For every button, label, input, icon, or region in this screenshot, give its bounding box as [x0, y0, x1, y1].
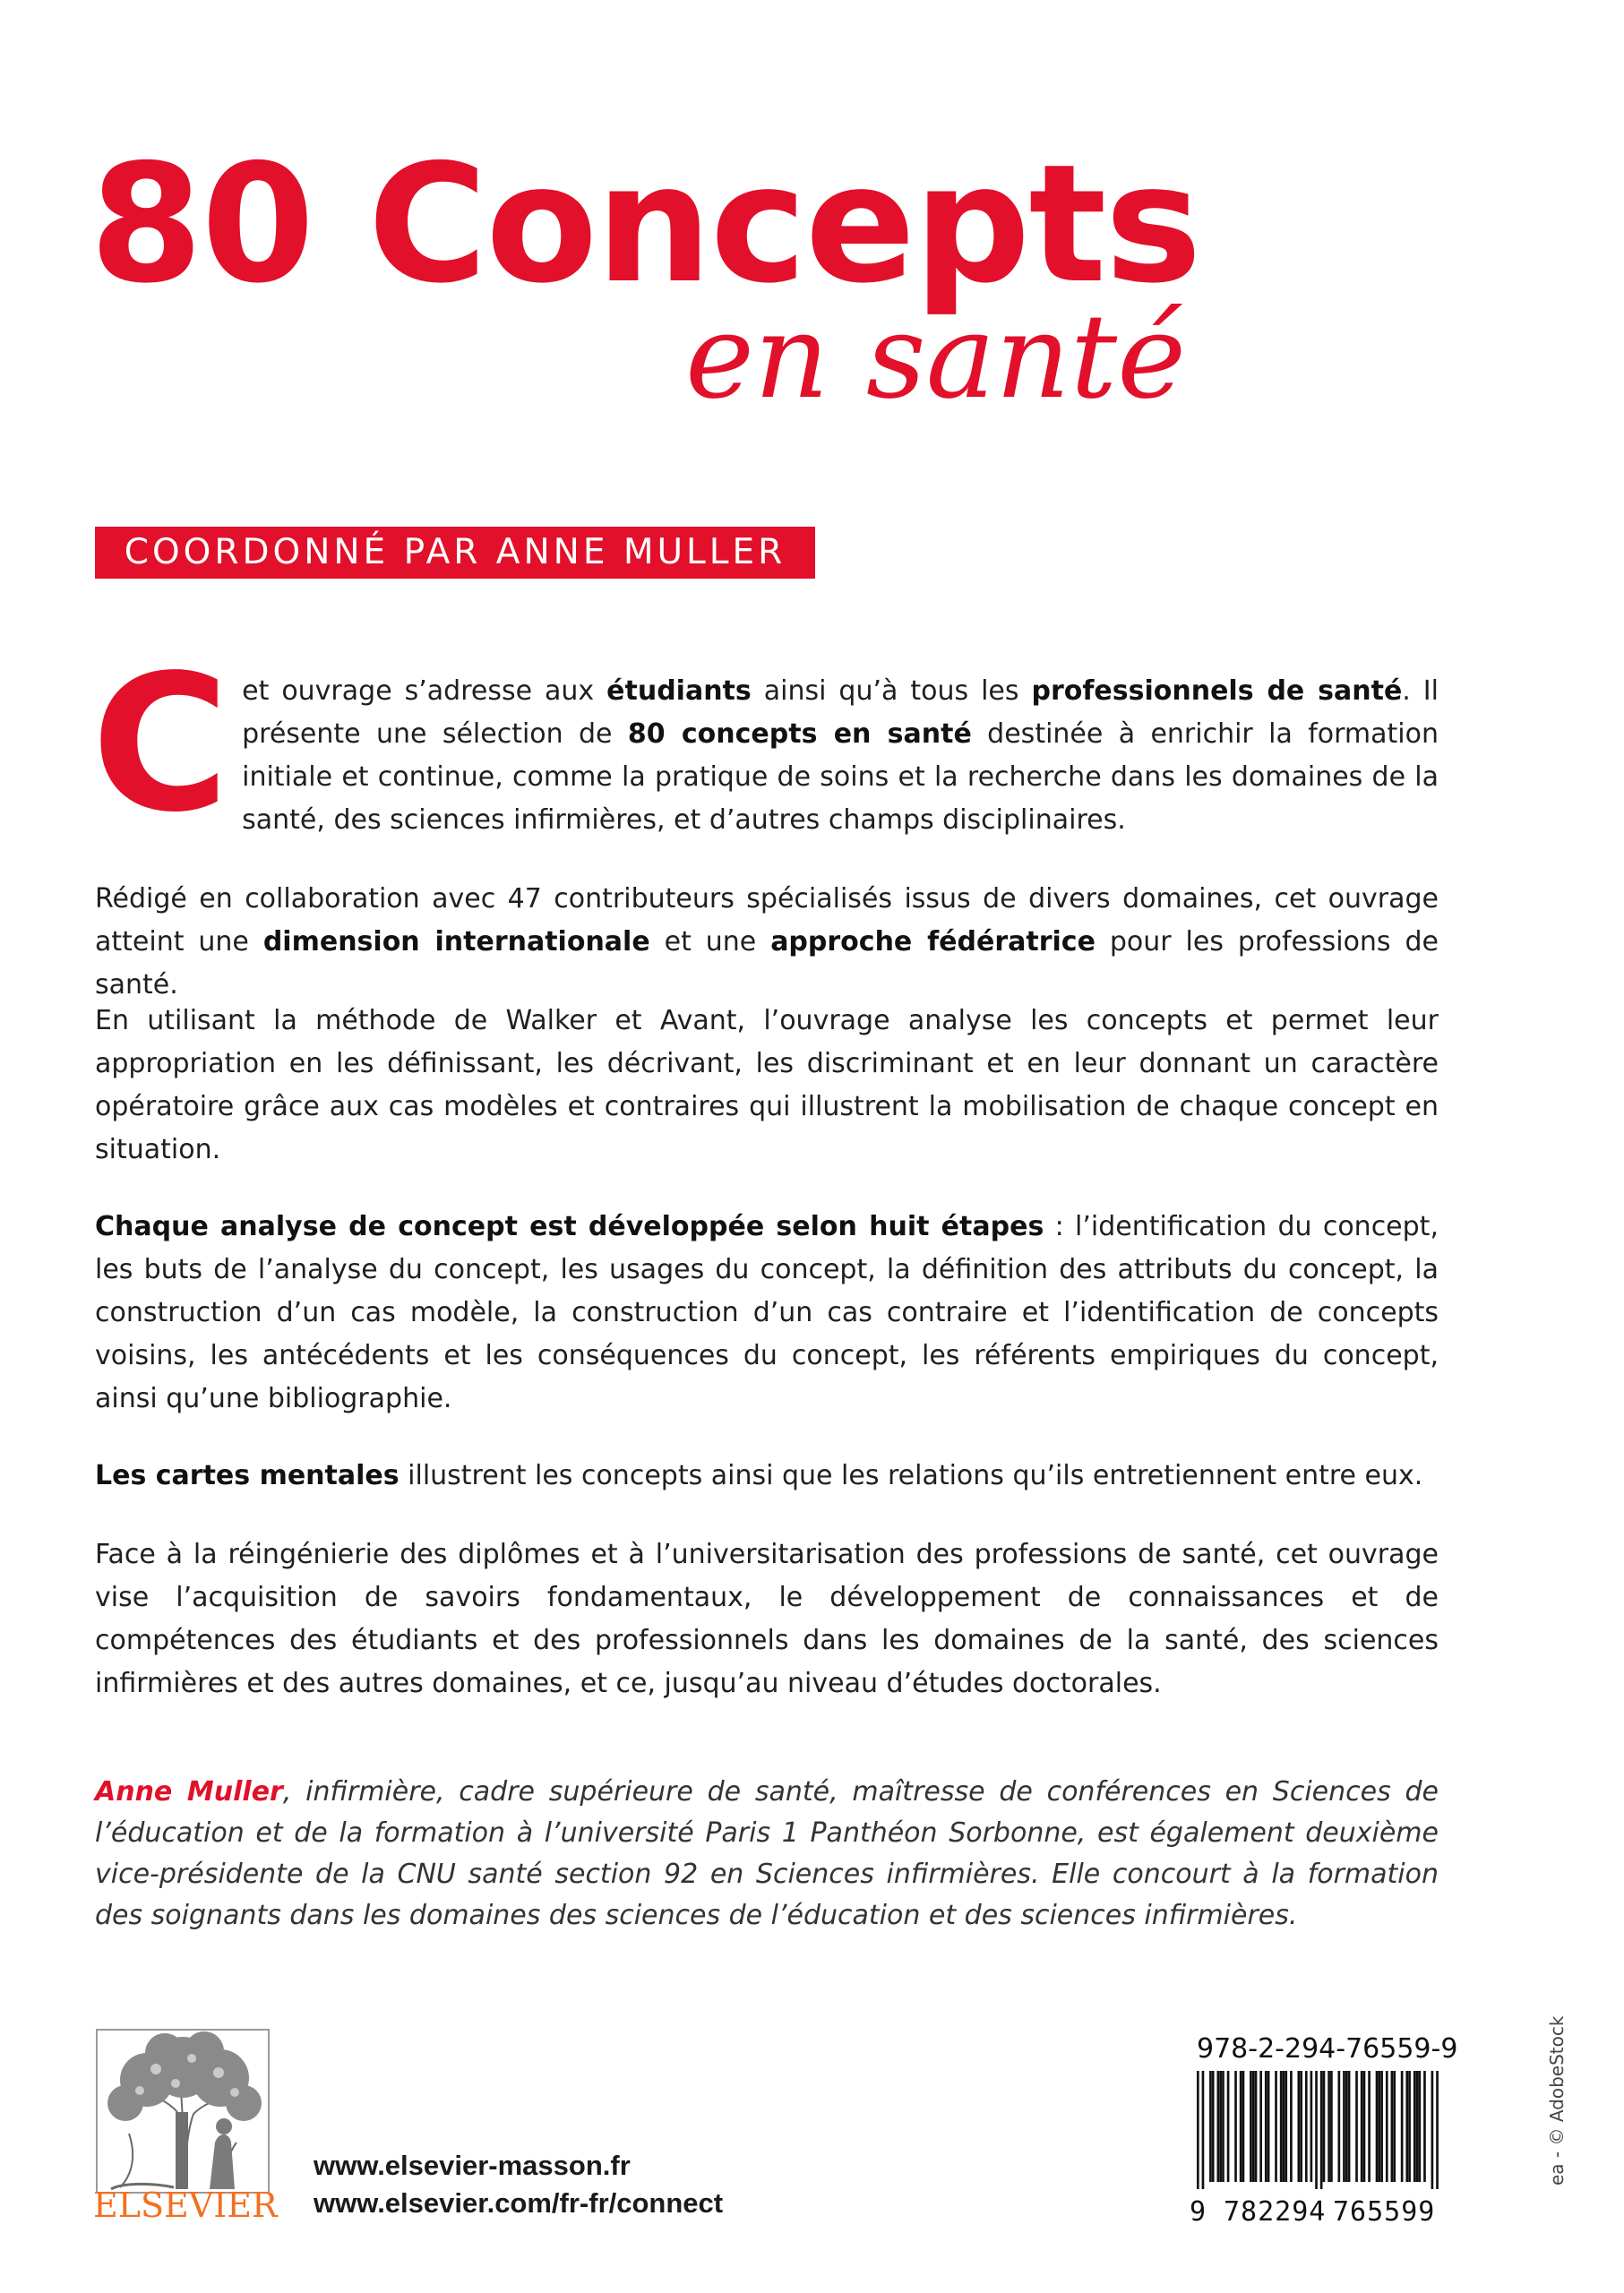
barcode-bar — [1283, 2071, 1285, 2182]
p3-text-1: En utilisant la méthode de Walker et Avant, l’ouvrage analyse les concepts et permet leur appropriation en les définissant, les décrivant, les discriminant et en leur donnant un caractère opératoire grâce aux cas modèles et contraires qui illustrent la mobilisation de chaque concept en situation. — [95, 1005, 1439, 1165]
barcode-bar — [1280, 2071, 1283, 2182]
elsevier-tree-icon — [93, 2026, 272, 2196]
barcode-bar — [1212, 2071, 1215, 2182]
barcode-bar — [1242, 2071, 1245, 2182]
barcode-bar — [1380, 2071, 1383, 2182]
barcode-bar — [1209, 2071, 1212, 2182]
p4-bold-1: Chaque analyse de concept est développée selon huit étapes — [95, 1211, 1044, 1242]
p2-text-3: pour les professions de santé. — [95, 926, 1439, 1001]
p1-text-2: ainsi qu’à tous les — [751, 675, 1032, 707]
barcode-bar — [1265, 2071, 1267, 2182]
author-name: Anne Muller — [95, 1776, 283, 1808]
barcode-bar — [1416, 2071, 1419, 2182]
coordinator-banner: COORDONNÉ PAR ANNE MULLER — [95, 527, 815, 579]
blurb-paragraph-4 — [95, 1206, 1439, 1421]
barcode-bar — [1305, 2071, 1308, 2182]
barcode-bar — [1355, 2071, 1358, 2182]
drop-cap: C — [91, 634, 230, 854]
barcode-bar — [1290, 2071, 1293, 2182]
barcode-bar — [1393, 2071, 1396, 2182]
barcode-bar — [1413, 2071, 1416, 2182]
barcode-bar — [1217, 2071, 1220, 2182]
p5-bold-1: Les cartes mentales — [95, 1460, 400, 1491]
blurb-paragraph-2 — [95, 878, 1439, 1007]
p1-bold-1: étudiants — [606, 675, 752, 707]
barcode-digits — [1190, 2193, 1449, 2232]
barcode-bar — [1343, 2071, 1345, 2182]
barcode-bar — [1300, 2071, 1302, 2182]
barcode-bar — [1401, 2071, 1404, 2182]
barcode-bar — [1202, 2071, 1205, 2189]
barcode-bar — [1363, 2071, 1366, 2182]
barcode-bar — [1227, 2071, 1230, 2182]
isbn-number: 978-2-294-76559-9 — [1197, 2033, 1458, 2065]
barcode-digits-right: 765599 — [1333, 2196, 1436, 2228]
barcode-bar — [1328, 2071, 1330, 2182]
p2-bold-2: approche fédératrice — [770, 926, 1096, 958]
barcode-bar — [1197, 2071, 1199, 2189]
barcode-bar — [1431, 2071, 1434, 2189]
barcode-bar — [1379, 2071, 1381, 2182]
book-title: 80 Concepts — [90, 129, 1200, 319]
barcode-bar — [1419, 2071, 1422, 2182]
barcode-bar — [1298, 2071, 1301, 2182]
p1-text-4: destinée à enrichir la formation initiale et continue, comme la pratique de soins et la recherche dans les domaines de la santé, des sciences infirmières, et d’autres champs disciplinaires. — [242, 718, 1439, 836]
p5-text-1: illustrent les concepts ainsi que les relations qu’ils entretiennent entre eux. — [399, 1460, 1423, 1491]
p1-text-3: . Il présente une sélection de — [242, 675, 1439, 750]
barcode-digit-first: 9 — [1190, 2196, 1207, 2228]
barcode-bar — [1338, 2071, 1341, 2182]
author-bio — [95, 1772, 1439, 1937]
barcode-bar — [1315, 2071, 1318, 2189]
barcode-digits-left: 782294 — [1224, 2196, 1327, 2228]
barcode-bar — [1240, 2071, 1242, 2182]
website-link-masson[interactable]: www.elsevier-masson.fr — [314, 2150, 631, 2181]
barcode-bar — [1348, 2071, 1351, 2182]
barcode-bar — [1267, 2071, 1270, 2182]
barcode-bar — [1330, 2071, 1333, 2182]
p2-bold-1: dimension internationale — [262, 926, 650, 958]
barcode-bar — [1255, 2071, 1258, 2182]
elsevier-wordmark: ELSEVIER — [93, 2186, 278, 2225]
p1-bold-2: professionnels de santé — [1031, 675, 1403, 707]
barcode-bar — [1436, 2071, 1439, 2189]
barcode-bar — [1386, 2071, 1388, 2182]
barcode-bar — [1285, 2071, 1287, 2182]
barcode-bar — [1391, 2071, 1394, 2182]
barcode-bar — [1219, 2071, 1222, 2182]
barcode-bar — [1275, 2071, 1277, 2182]
barcode-bar — [1345, 2071, 1348, 2182]
author-bio-text: , infirmière, cadre supérieure de santé, maîtresse de conférences en Sciences de l’éducation et de la formation à l’université Paris 1 Panthéon Sorbonne, est également deuxième vice-présidente de la CNU santé section 92 en Sciences infirmières. Elle concourt à la formation des soignants dans les domaines des sciences de l’éducation et des sciences infirmières. — [95, 1776, 1439, 1931]
barcode-bar — [1234, 2071, 1237, 2182]
barcode-bar — [1361, 2071, 1363, 2182]
p1-text-1: et ouvrage s’adresse aux — [242, 675, 607, 707]
p2-text-1: Rédigé en collaboration avec 47 contributeurs spécialisés issus de divers domaines, cet ouvrage atteint une — [95, 883, 1439, 958]
blurb-paragraph-1 — [91, 634, 1439, 854]
barcode-bar — [1259, 2071, 1262, 2182]
image-credit: ea - © AdobeStock — [1546, 2015, 1568, 2186]
blurb-paragraph-3 — [95, 1000, 1439, 1172]
p6-text-1: Face à la réingénierie des diplômes et à l’universitarisation des professions de santé, cet ouvrage vise l’acquisition de savoirs fondamentaux, le développement de connaissances et de compétences des étudiants et des professionnels dans les domaines de la santé, des sciences infirmières et des autres domaines, et ce, jusqu’au niveau d’études doctorales. — [95, 1539, 1439, 1699]
blurb-paragraph-6 — [95, 1533, 1439, 1705]
barcode-bar — [1368, 2071, 1371, 2182]
blurb-paragraph-5 — [95, 1455, 1439, 1498]
p1-bold-3: 80 concepts en santé — [627, 718, 972, 750]
p2-text-2: et une — [649, 926, 771, 958]
barcode-bar — [1376, 2071, 1379, 2182]
barcode-bar — [1250, 2071, 1252, 2182]
barcode-bar — [1323, 2071, 1326, 2182]
barcode-bar — [1252, 2071, 1255, 2182]
barcode-bar — [1222, 2071, 1224, 2182]
barcode-bar — [1405, 2071, 1408, 2182]
barcode-bar — [1320, 2071, 1323, 2189]
barcode-bar — [1408, 2071, 1411, 2182]
book-subtitle: en santé — [685, 288, 1187, 425]
p4-text-1: : l’identification du concept, les buts de l’analyse du concept, les usages du concept, la définition des attributs du concept, la construction d’un cas modèle, la construction d’un cas contraire et l’identification de concepts voisins, les antécédents et les conséquences du concept, les référents empiriques du concept, ainsi qu’une bibliographie. — [95, 1211, 1439, 1414]
website-link-connect[interactable]: www.elsevier.com/fr-fr/connect — [314, 2187, 724, 2219]
barcode-bar — [1310, 2071, 1313, 2182]
barcode-bar — [1423, 2071, 1426, 2182]
barcode-icon — [1197, 2071, 1439, 2189]
